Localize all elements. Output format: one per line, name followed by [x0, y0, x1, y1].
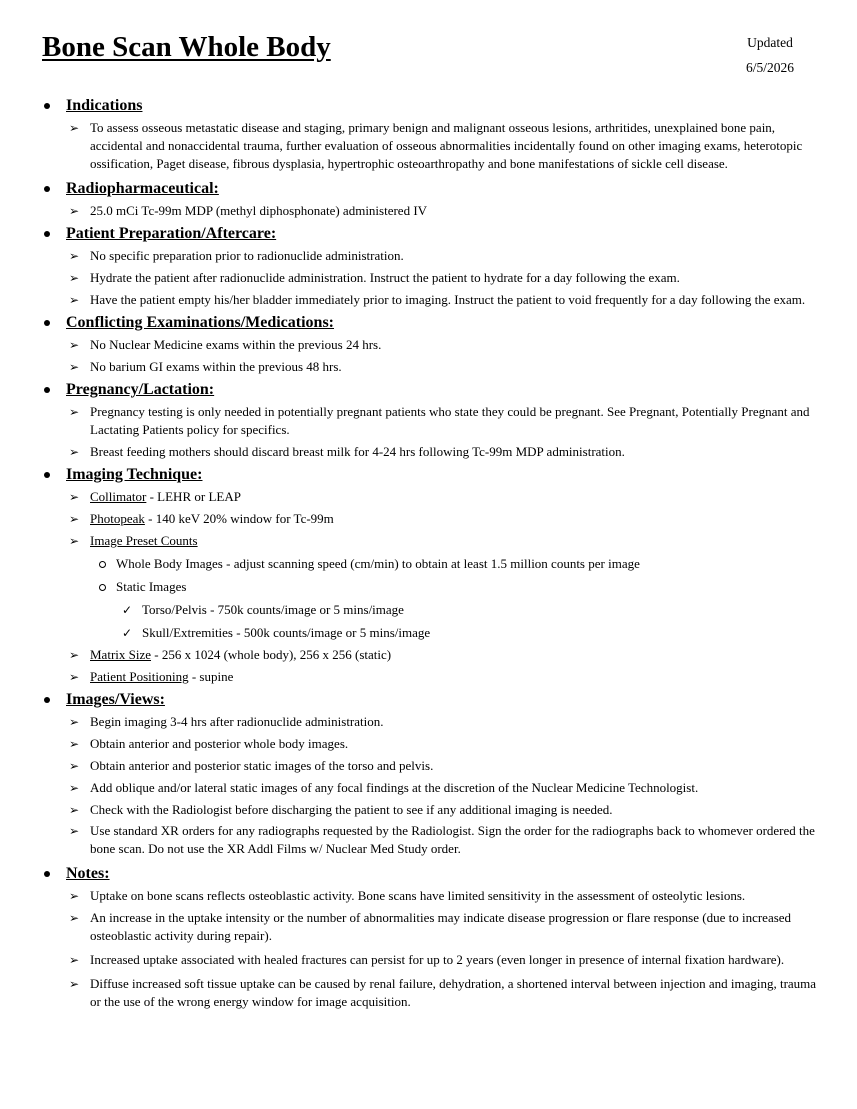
arrow-bullet-icon: ➢: [69, 781, 80, 795]
positioning-value: - supine: [188, 669, 234, 684]
list-item: [42, 909, 822, 945]
list-item: [42, 735, 822, 753]
arrow-bullet-icon: ➢: [69, 445, 80, 459]
heading-text: Notes:: [66, 865, 110, 882]
bullet-icon: [44, 186, 50, 192]
section-heading-images-views: [42, 690, 822, 709]
item-text: Whole Body Images - adjust scanning speed (cm/min) to obtain at least 1.5 million counts per image: [116, 556, 640, 571]
preset-label: Image Preset Counts: [90, 533, 198, 548]
arrow-bullet-icon: ➢: [69, 338, 80, 352]
item-text: Diffuse increased soft tissue uptake can be caused by renal failure, dehydration, a shortened interval between injection and imaging, trauma or the use of the wrong energy window for image acquisition.: [90, 976, 817, 1009]
bullet-icon: [44, 320, 50, 326]
item-text: Have the patient empty his/her bladder immediately prior to imaging. Instruct the patient to void frequently for a day following the exam.: [90, 292, 806, 307]
arrow-bullet-icon: ➢: [69, 204, 80, 218]
item-text: Torso/Pelvis - 750k counts/image or 5 mins/image: [142, 602, 404, 617]
list-item: [42, 336, 822, 354]
list-item: [42, 291, 822, 309]
arrow-bullet-icon: ➢: [69, 824, 80, 838]
item-text: No specific preparation prior to radionuclide administration.: [90, 248, 404, 263]
list-item: [42, 951, 822, 969]
list-item: [42, 975, 822, 1011]
section-images-views: [42, 690, 822, 858]
arrow-bullet-icon: ➢: [69, 249, 80, 263]
arrow-bullet-icon: ➢: [69, 534, 80, 548]
list-item: [42, 403, 822, 439]
section-imaging-technique: [42, 465, 822, 686]
section-heading-imaging-technique: [42, 465, 822, 484]
arrow-bullet-icon: ➢: [69, 512, 80, 526]
arrow-bullet-icon: ➢: [69, 405, 80, 419]
sub-sub-item-torso: [42, 601, 822, 619]
item-text: Breast feeding mothers should discard breast milk for 4-24 hrs following Tc-99m MDP administration.: [90, 444, 625, 459]
item-text: Static Images: [116, 579, 187, 594]
list-item: [42, 757, 822, 775]
item-text: An increase in the uptake intensity or the number of abnormalities may indicate disease progression or flare response (due to increased osteoblastic activity during repair).: [90, 910, 792, 943]
sub-sub-item-skull: [42, 624, 822, 642]
list-item-preset-counts: [42, 532, 822, 550]
document-content: [42, 92, 822, 1011]
arrow-bullet-icon: ➢: [69, 648, 80, 662]
sub-item-static: [42, 578, 822, 596]
item-text: Check with the Radiologist before discharging the patient to see if any additional imaging is needed.: [90, 802, 613, 817]
arrow-bullet-icon: ➢: [69, 670, 80, 684]
list-item-photopeak: [42, 510, 822, 528]
item-text: Skull/Extremities - 500k counts/image or 5 mins/image: [142, 625, 431, 640]
bullet-icon: [44, 472, 50, 478]
collimator-value: - LEHR or LEAP: [146, 489, 241, 504]
checkmark-icon: ✓: [122, 626, 133, 640]
list-item-positioning: [42, 668, 822, 686]
arrow-bullet-icon: ➢: [69, 953, 80, 967]
section-preparation: [42, 224, 822, 309]
heading-text: Radiopharmaceutical:: [66, 180, 219, 197]
list-item: [42, 822, 822, 858]
bullet-icon: [44, 387, 50, 393]
arrow-bullet-icon: ➢: [69, 911, 80, 925]
list-item-matrix: [42, 646, 822, 664]
item-text: Increased uptake associated with healed fractures can persist for up to 2 years (even longer in presence of internal fixation hardware).: [90, 952, 785, 967]
heading-text: Imaging Technique:: [66, 466, 203, 483]
bullet-icon: [44, 231, 50, 237]
photopeak-label: Photopeak: [90, 511, 145, 526]
arrow-bullet-icon: ➢: [69, 759, 80, 773]
list-item: [42, 119, 822, 173]
list-item-collimator: [42, 488, 822, 506]
updated-block: [746, 30, 794, 80]
updated-date: 6/5/2026: [745, 60, 794, 75]
heading-text: Conflicting Examinations/Medications:: [66, 314, 335, 331]
arrow-bullet-icon: ➢: [69, 737, 80, 751]
section-notes: [42, 864, 822, 1011]
heading-text: Pregnancy/Lactation:: [66, 381, 215, 398]
section-heading-notes: [42, 864, 822, 883]
arrow-bullet-icon: ➢: [69, 803, 80, 817]
item-text: Hydrate the patient after radionuclide administration. Instruct the patient to hydrate for a day following the exam.: [90, 270, 680, 285]
list-item: [42, 269, 822, 287]
bullet-icon: [44, 697, 50, 703]
list-item: [42, 887, 822, 905]
circle-bullet-icon: [99, 561, 106, 568]
bullet-icon: [44, 103, 50, 109]
sub-item-whole-body: [42, 555, 822, 573]
arrow-bullet-icon: ➢: [69, 271, 80, 285]
item-text: 25.0 mCi Tc-99m MDP (methyl diphosphonate) administered IV: [90, 203, 428, 218]
heading-text: Images/Views:: [66, 691, 165, 708]
item-text: Obtain anterior and posterior whole body images.: [90, 736, 349, 751]
item-text: Obtain anterior and posterior static images of the torso and pelvis.: [90, 758, 434, 773]
list-item: [42, 713, 822, 731]
list-item: [42, 358, 822, 376]
photopeak-value: - 140 keV 20% window for Tc-99m: [144, 511, 334, 526]
section-conflicting: [42, 313, 822, 376]
section-heading-indications: [42, 96, 822, 115]
page-title: Bone Scan Whole Body: [42, 31, 331, 63]
arrow-bullet-icon: ➢: [69, 360, 80, 374]
checkmark-icon: ✓: [122, 603, 133, 617]
collimator-label: Collimator: [90, 489, 147, 504]
item-text: Uptake on bone scans reflects osteoblastic activity. Bone scans have limited sensitivity in the assessment of osteolytic lesions.: [90, 888, 746, 903]
matrix-label: Matrix Size: [90, 647, 152, 662]
section-heading-conflicting: [42, 313, 822, 332]
item-text: Add oblique and/or lateral static images of any focal findings at the discretion of the Nuclear Medicine Technologist.: [90, 780, 699, 795]
matrix-value: - 256 x 1024 (whole body), 256 x 256 (static): [151, 647, 392, 662]
list-item: [42, 202, 822, 220]
section-heading-pregnancy: [42, 380, 822, 399]
bullet-icon: [44, 871, 50, 877]
list-item: [42, 247, 822, 265]
positioning-label: Patient Positioning: [90, 669, 189, 684]
item-text: Use standard XR orders for any radiographs requested by the Radiologist. Sign the order for the radiographs back to whomever ordered the bone scan. Do not use the XR Addl Films w/ Nuclear Med Study order.: [90, 823, 815, 856]
list-item: [42, 801, 822, 819]
arrow-bullet-icon: ➢: [69, 490, 80, 504]
circle-bullet-icon: [99, 584, 106, 591]
list-item: [42, 443, 822, 461]
section-radiopharmaceutical: [42, 179, 822, 220]
item-text: Begin imaging 3-4 hrs after radionuclide administration.: [90, 714, 384, 729]
section-heading-preparation: [42, 224, 822, 243]
arrow-bullet-icon: ➢: [69, 889, 80, 903]
arrow-bullet-icon: ➢: [69, 293, 80, 307]
updated-label: Updated: [747, 35, 793, 50]
heading-text: Patient Preparation/Aftercare:: [66, 225, 277, 242]
arrow-bullet-icon: ➢: [69, 977, 80, 991]
item-text: Pregnancy testing is only needed in potentially pregnant patients who state they could be pregnant. See Pregnant, Potentially Pregnant and Lactating Patients policy for specifics.: [90, 404, 810, 437]
item-text: To assess osseous metastatic disease and staging, primary benign and malignant osseous lesions, arthritides, unexplained bone pain, accidental and nonaccidental trauma, further evaluation of osseous abnormalities incidentally found on other imaging exams, heterotopic ossification, Paget disease, fibrous dysplasia, hypertrophic osteoarthropathy and bone manifestations of sickle cell disease.: [90, 120, 803, 171]
heading-text: Indications: [66, 97, 143, 114]
item-text: No Nuclear Medicine exams within the previous 24 hrs.: [90, 337, 382, 352]
arrow-bullet-icon: ➢: [69, 715, 80, 729]
section-heading-radiopharmaceutical: [42, 179, 822, 198]
arrow-bullet-icon: ➢: [69, 121, 80, 135]
section-indications: [42, 96, 822, 173]
item-text: No barium GI exams within the previous 48 hrs.: [90, 359, 342, 374]
list-item: [42, 779, 822, 797]
section-pregnancy: [42, 380, 822, 461]
